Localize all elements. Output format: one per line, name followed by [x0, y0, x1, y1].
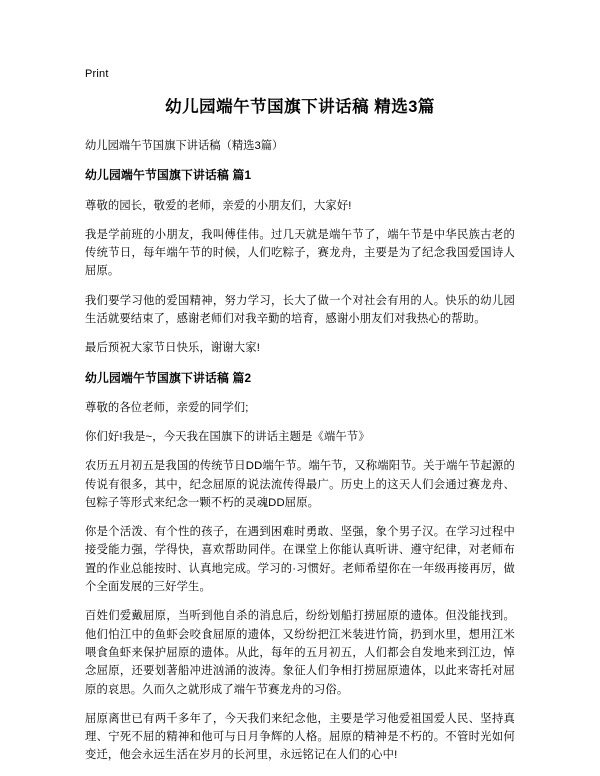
paragraph: 你们好!我是~，今天我在国旗下的讲话主题是《端午节》 — [85, 430, 370, 443]
paragraph: 尊敬的园长，敬爱的老师，亲爱的小朋友们，大家好! — [85, 199, 352, 212]
document-subtitle: 幼儿园端午节国旗下讲话稿（精选3篇） — [85, 140, 284, 153]
page-title: 幼儿园端午节国旗下讲话稿 精选3篇 — [165, 98, 435, 116]
paragraph: 尊敬的各位老师，亲爱的同学们; — [85, 401, 249, 414]
print-label[interactable]: Print — [85, 68, 109, 80]
paragraph: 我是学前班的小朋友，我叫傅佳伟。过几天就是端午节了，端午节是中华民族古老的传统节日，每年端午节的时候，人们吃粽子，赛龙舟，主要是为了纪念我国爱国诗人屈原。 — [85, 228, 515, 278]
paragraph: 最后预祝大家节日快乐，谢谢大家! — [85, 342, 260, 355]
section-heading: 幼儿园端午节国旗下讲话稿 篇2 — [85, 370, 252, 385]
section-heading: 幼儿园端午节国旗下讲话稿 篇1 — [85, 168, 252, 183]
paragraph: 农历五月初五是我国的传统节日DD端午节。端午节，又称端阳节。关于端午节起源的传说有很多，其中，纪念屈原的说法流传得最广。历史上的这天人们会通过赛龙舟、包粽子等形式来纪念一颗不朽的灵魂DD屈原。 — [85, 460, 515, 509]
document-section — [85, 166, 515, 357]
paragraph: 屈原离世已有两千多年了，今天我们来纪念他，主要是学习他爱祖国爱人民、坚持真理、宁死不屈的精神和他可与日月争辉的人格。屈原的精神是不朽的。不管时光如何变迁，他会永远生活在岁月的长河里，永远铭记在人们的心中! — [85, 712, 515, 762]
paragraph: 百姓们爱戴屈原，当听到他自杀的消息后，纷纷划船打捞屈原的遗体。但没能找到。他们怕江中的鱼虾会咬食屈原的遗体，又纷纷把江米装进竹筒，扔到水里，想用江米喂食鱼虾来保护屈原的遗体。从此，每年的五月初五，人们都会自发地来到江边，悼念屈原，还要划著船冲进汹涌的波涛。象征人们争相打捞屈原遗体，以此来寄托对屈原的哀思。久而久之就形成了端午节赛龙舟的习俗。 — [85, 610, 515, 696]
paragraph: 我们要学习他的爱国精神，努力学习，长大了做一个对社会有用的人。快乐的幼儿园生活就要结束了，感谢老师们对我辛勤的培育，感谢小朋友们对我热心的帮助。 — [85, 294, 515, 325]
document-section — [85, 369, 515, 765]
document-content — [85, 96, 515, 776]
paragraph: 你是个活泼、有个性的孩子，在遇到困难时勇敢、坚强，象个男子汉。在学习过程中接受能力强，学得快，喜欢帮助同伴。在课堂上你能认真听讲、遵守纪律，对老师布置的作业总能按时、认真地完成。学习的·习惯好。老师希望你在一年级再接再厉，做个全面发展的三好学生。 — [85, 526, 515, 594]
